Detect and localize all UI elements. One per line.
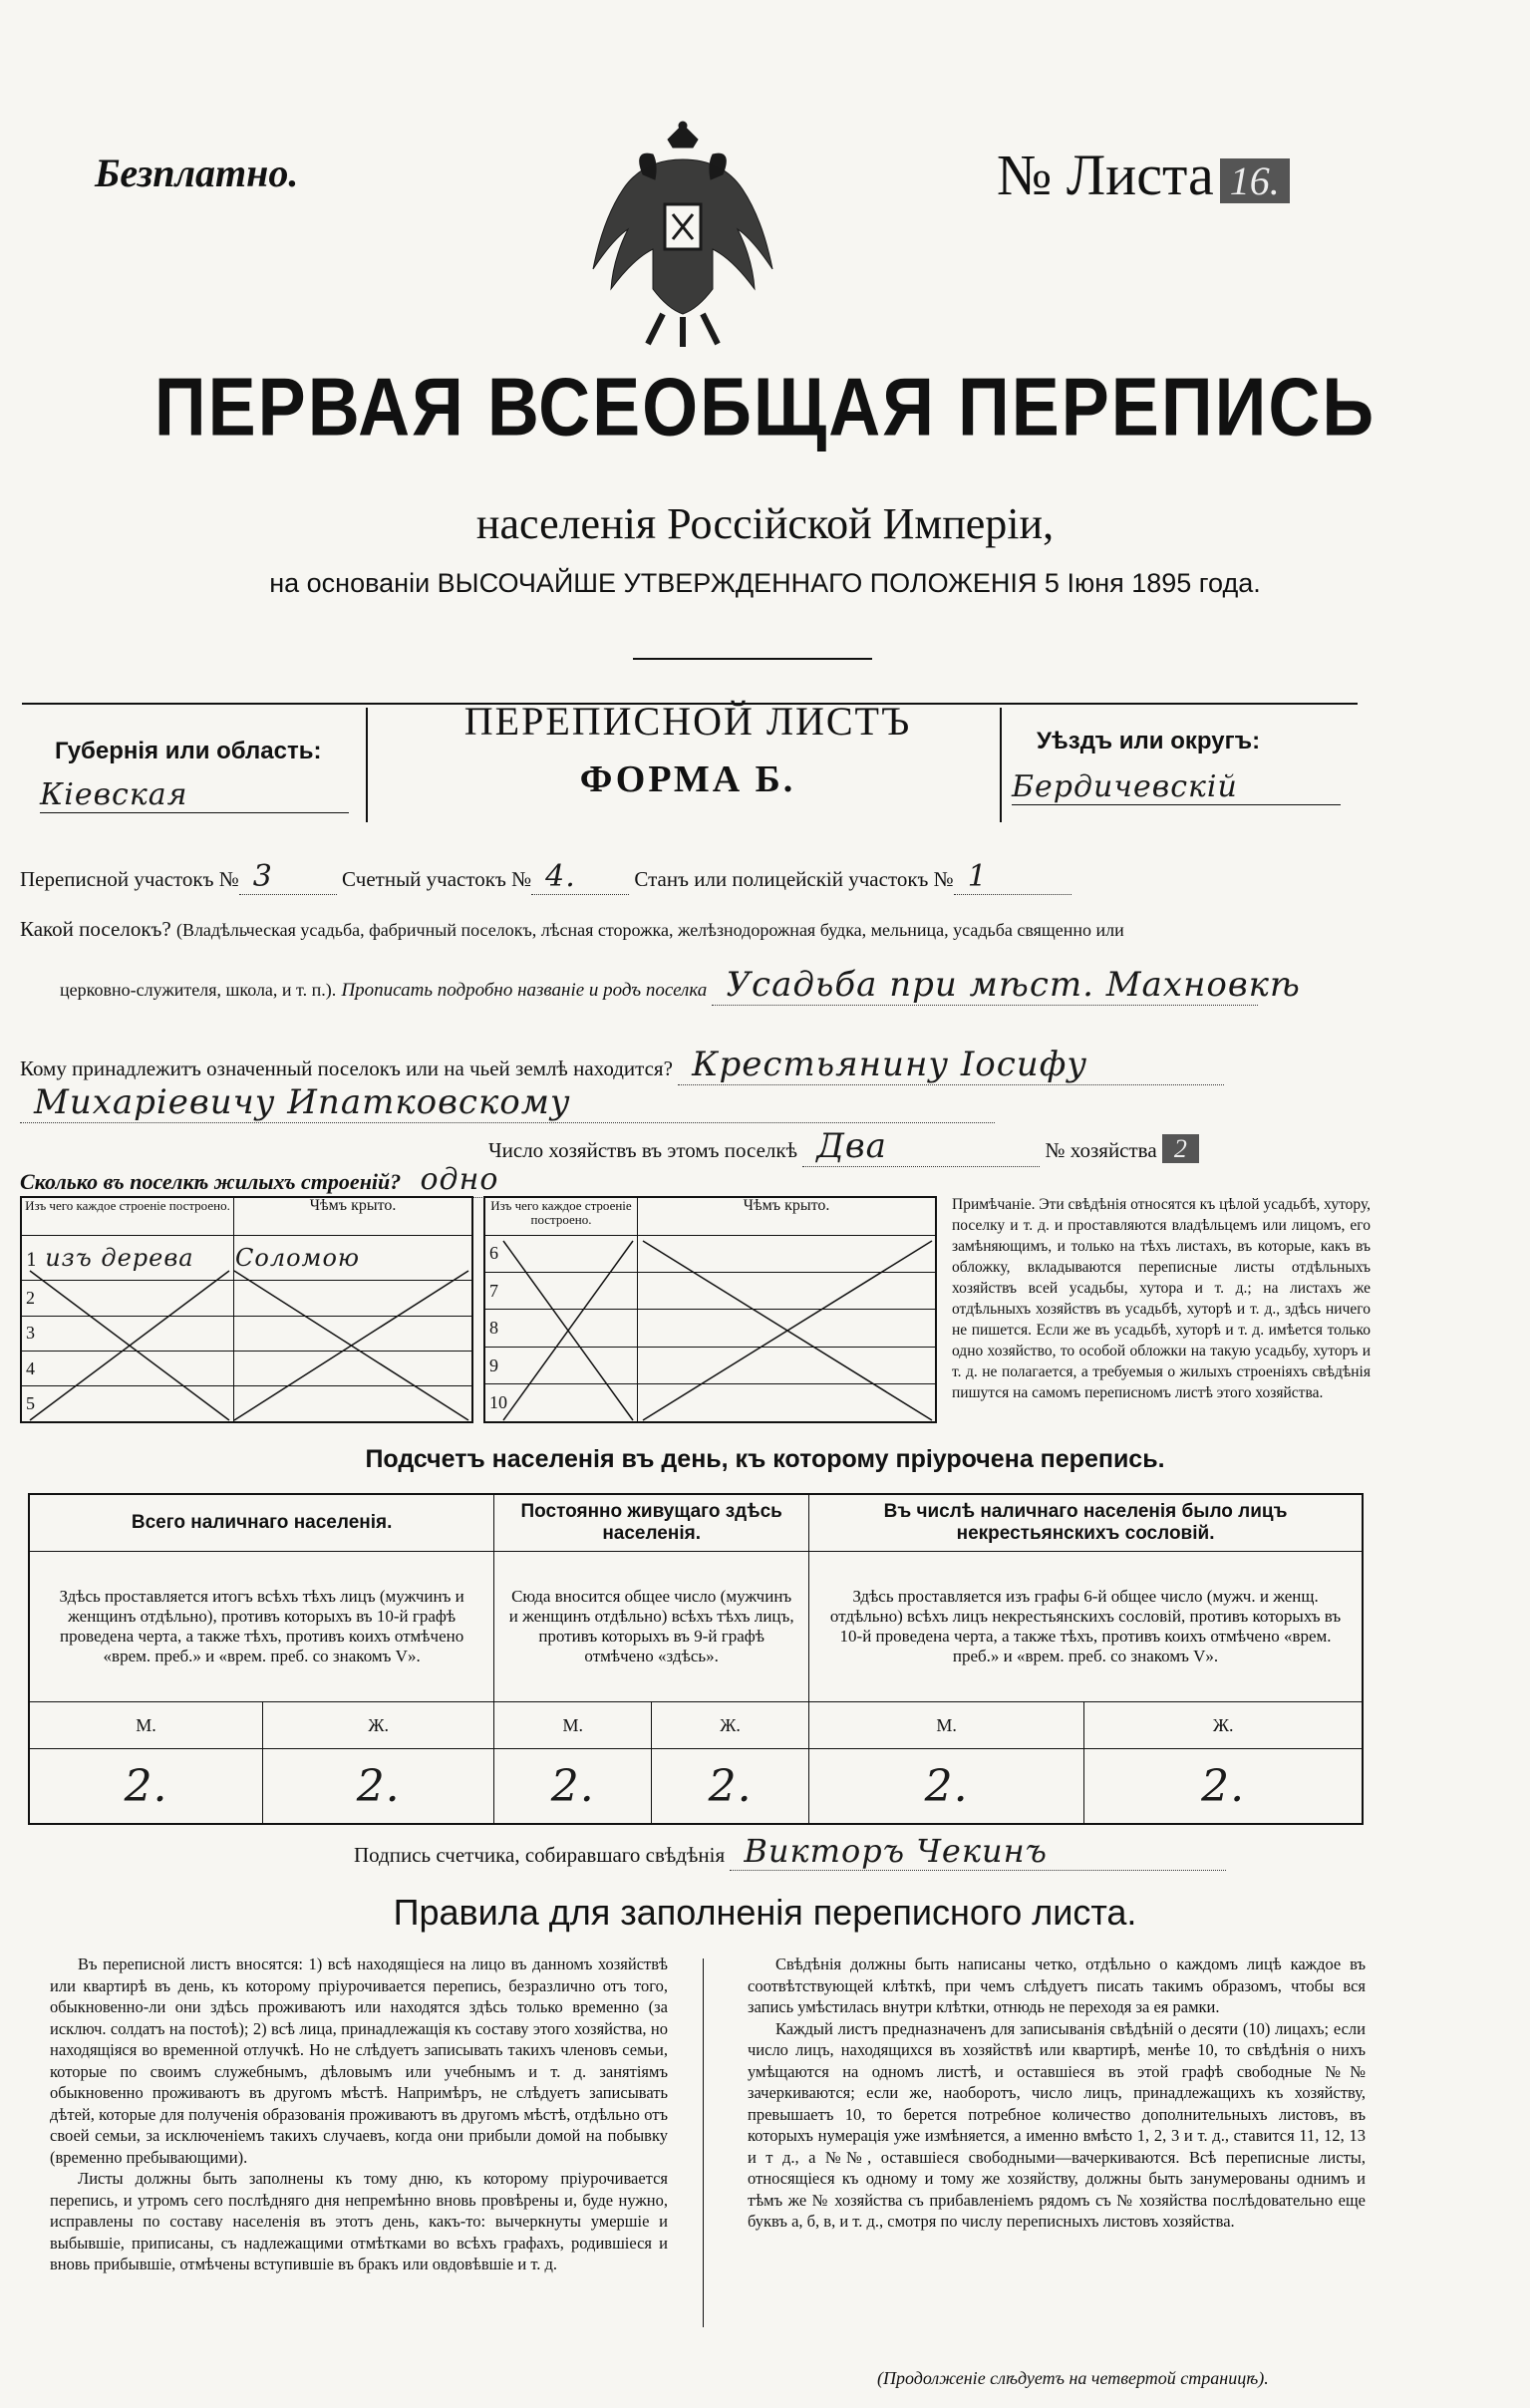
cross-out-right xyxy=(483,1236,937,1423)
female-label: Ж. xyxy=(263,1702,494,1749)
legal-basis: на основаніи ВЫСОЧАЙШЕ УТВЕРЖДЕННАГО ПОЛОЖЕНІЯ 5 Іюня 1895 года. xyxy=(269,568,1261,598)
table-row[interactable]: 10 xyxy=(484,1384,638,1422)
buildings-field[interactable]: одно xyxy=(407,1162,574,1198)
settlement-line xyxy=(20,917,1124,942)
female-label: Ж. xyxy=(1084,1702,1363,1749)
rules-paragraph: Каждый листъ предназначенъ для записыванія свѣдѣній о десяти (10) лицахъ; если число лицъ, находящихся въ хозяйствѣ или квартирѣ, менѣе 10, то свѣдѣнія о нихъ умѣщаются на одномъ листѣ, и оставшіеся въ этой графѣ свободные №№ зачеркиваются; если же, наоборотъ, число лицъ, принадлежащихъ къ хозяйству, превышаетъ 10, то берется потребное количество дополнительныхъ листовъ, въ которыхъ нумерація уже измѣняется, а именно вмѣсто 1, 2, 3 и т. д., ставится 11, 12, 13 и т д., а №№, оставшіеся свободными—вачеркиваются. Всѣ переписные листы, относящіеся къ одному и тому же хозяйству, должны быть занумерованы однимъ и тѣмъ же № хозяйства съ прибавленіемъ рядомъ съ № хозяйства послѣдовательно еще буквъ а, б, в, и т. д., смотря по числу переписныхъ листовъ хозяйства. xyxy=(748,2018,1366,2231)
table-row[interactable]: 9 xyxy=(484,1347,638,1383)
male-label: М. xyxy=(494,1702,652,1749)
male-label: М. xyxy=(809,1702,1084,1749)
cross-out-left xyxy=(20,1266,473,1423)
total-population-header: Всего наличнаго населенія. xyxy=(29,1494,494,1552)
non-peasant-header: Въ числѣ наличнаго населенія было лицъ некрестьянскихъ сословій. xyxy=(809,1494,1363,1552)
male-label: М. xyxy=(29,1702,263,1749)
sheet-number xyxy=(997,142,1290,208)
sheet-number-label: № Листа xyxy=(997,143,1214,207)
rules-left-column xyxy=(50,1954,668,2275)
gubernia-label: Губернія или область: xyxy=(55,738,322,764)
settlement-hint: (Владѣльческая усадьба, фабричный поселокъ, лѣсная сторожка, желѣзнодорожная будка, мельница, усадьба священно или xyxy=(175,920,1124,940)
signature-line xyxy=(354,1832,1226,1871)
double-headed-eagle-icon xyxy=(583,120,782,349)
households-line xyxy=(488,1126,1199,1167)
divider xyxy=(633,658,872,660)
household-no-field[interactable]: 2 xyxy=(1162,1134,1199,1163)
total-population-desc: Здѣсь проставляется итогъ всѣхъ тѣхъ лицъ (мужчинъ и женщинъ отдѣльно), противъ которыхъ въ 10-й графѣ проведена черта, а также тѣхъ, противъ коихъ отмѣчено «врем. преб.» и «врем. преб. со знакомъ V». xyxy=(29,1552,494,1702)
count-field[interactable]: 4. xyxy=(531,859,629,895)
uezd-label: Уѣздъ или округъ: xyxy=(1037,728,1261,754)
table-row[interactable]: 6 xyxy=(484,1235,638,1272)
form-title: ПЕРЕПИСНОЙ ЛИСТЪ xyxy=(463,699,912,744)
rules-paragraph: Листы должны быть заполнены къ тому дню, къ которому пріурочивается перепись, и утромъ сего послѣдняго дня непремѣнно вновь провѣрены и, буде нужно, исправлены по составу населенія въ этотъ день, какъ-то: вычеркнуты умершіе и выбывшіе, приписаны, съ надлежащими отмѣтками во всѣхъ графахъ, родившіеся и вновь прибывшіе, отмѣчены вступившіе въ бракъ или овдовѣвшіе и т. д. xyxy=(50,2169,668,2273)
material-header: Изъ чего каждое строеніе построено. xyxy=(484,1197,638,1235)
permanent-male-field[interactable]: 2. xyxy=(494,1749,652,1825)
total-male-field[interactable]: 2. xyxy=(29,1749,263,1825)
district-label: Переписной участокъ № xyxy=(20,867,239,891)
stan-label: Станъ или полицейскій участокъ № xyxy=(634,867,954,891)
note-text: Примѣчаніе. Эти свѣдѣнія относятся къ цѣлой усадьбѣ, хутору, поселку и т. д. и проставляются владѣльцемъ или лицомъ, его замѣняющимъ, и только на тѣхъ листахъ, въ которые, какъ въ обложку, вкладываются переписные листы отдѣльныхъ хозяйствъ всей усадьбы, хутора и т. д.; на листахъ же отдѣльныхъ хозяйствъ въ усадьбѣ, хуторѣ и т. д., здѣсь ничего не пишется. Если же въ усадьбѣ, хуторѣ и т. д. имѣется только одно хозяйство, то особой обложки на такую усадьбу, хуторъ и т. д. не полагается, а требуемыя о жилыхъ строеніяхъ свѣдѣнія пишутся на самомъ переписномъ листѣ этого хозяйства. xyxy=(952,1196,1372,1401)
free-label: Безплатно. xyxy=(95,150,299,195)
non-peasant-female-field[interactable]: 2. xyxy=(1084,1749,1363,1825)
table-row[interactable]: 7 xyxy=(484,1272,638,1309)
page-title: ПЕРВАЯ ВСЕОБЩАЯ ПЕРЕПИСЬ xyxy=(153,362,1377,453)
signature-field[interactable]: Викторъ Чекинъ xyxy=(730,1832,1226,1871)
signature-label: Подпись счетчика, собиравшаго свѣдѣнія xyxy=(354,1843,726,1867)
households-label: Число хозяйствъ въ этомъ поселкѣ xyxy=(488,1138,797,1162)
rules-paragraph: Свѣдѣнія должны быть написаны четко, отдѣльно о каждомъ лицѣ каждое въ соотвѣтствующей клѣткѣ, при чемъ слѣдуетъ писать такимъ образомъ, чтобы вся запись умѣстилась внутри клѣтки, отнюдь не переходя за ея рамки. xyxy=(748,1955,1366,2016)
page-subtitle: населенія Россійской Имперіи, xyxy=(475,499,1055,548)
owner-line-2 xyxy=(20,1082,995,1123)
permanent-population-desc: Сюда вносится общее число (мужчинъ и женщинъ отдѣльно) всѣхъ тѣхъ лицъ, противъ которыхъ въ 9-й графѣ отмѣчено «здѣсь». xyxy=(494,1552,809,1702)
settlement-note: Прописать подробно названіе и родъ поселка xyxy=(341,980,708,1001)
non-peasant-male-field[interactable]: 2. xyxy=(809,1749,1084,1825)
settlement-hint-2: церковно-служителя, школа, и т. п.). xyxy=(60,980,337,1000)
roof-header: Чѣмъ крыто. xyxy=(234,1197,473,1235)
rules-title: Правила для заполненія переписного листа. xyxy=(393,1892,1137,1933)
permanent-female-field[interactable]: 2. xyxy=(652,1749,809,1825)
owner-label: Кому принадлежитъ означенный поселокъ или на чьей землѣ находится? xyxy=(20,1056,673,1080)
households-field[interactable]: Два xyxy=(802,1126,1040,1167)
table-row[interactable]: 3 xyxy=(21,1316,234,1351)
non-peasant-desc: Здѣсь проставляется изъ графы 6-й общее число (мужч. и женщ. отдѣльно) всѣхъ лицъ некрестьянскихъ сословій, противъ которыхъ въ 10-й проведена черта, а также тѣхъ, противъ коихъ отмѣчено «врем. преб.» и «врем. преб. со знакомъ V». xyxy=(809,1552,1363,1702)
material-header: Изъ чего каждое строеніе построено. xyxy=(21,1197,234,1235)
continued-note: (Продолженіе слѣдуетъ на четвертой страницѣ). xyxy=(877,2368,1269,2388)
stan-field[interactable]: 1 xyxy=(954,859,1071,895)
owner-field-1[interactable]: Крестьянину Іосифу xyxy=(678,1045,1224,1085)
permanent-population-header: Постоянно живущаго здѣсь населенія. xyxy=(494,1494,809,1552)
population-table xyxy=(28,1493,1364,1825)
form-subtitle: ФОРМА Б. xyxy=(579,758,796,800)
owner-field-2[interactable]: Михаріевичу Ипатковскому xyxy=(20,1082,995,1123)
household-no-label: № хозяйства xyxy=(1045,1138,1157,1162)
roof-header: Чѣмъ крыто. xyxy=(638,1197,937,1235)
table-cell[interactable]: Соломою xyxy=(234,1235,473,1281)
total-female-field[interactable]: 2. xyxy=(263,1749,494,1825)
table-row[interactable]: 8 xyxy=(484,1310,638,1347)
district-field[interactable]: 3 xyxy=(239,859,337,895)
table-row[interactable]: 2 xyxy=(21,1281,234,1316)
settlement-field[interactable]: Усадьба при мѣст. Махновкѣ xyxy=(712,965,1258,1006)
buildings-line xyxy=(20,1162,574,1198)
uezd-field[interactable]: Бердичевскій xyxy=(1012,769,1341,805)
buildings-label: Сколько въ поселкѣ жилыхъ строеній? xyxy=(20,1169,402,1194)
table-row[interactable]: 1 изъ дерева xyxy=(21,1235,234,1281)
rules-paragraph: Въ переписной листъ вносятся: 1) всѣ находящіеся на лицо въ данномъ хозяйствѣ или квартирѣ въ день, къ которому пріурочивается перепись, безразлично отъ того, обыкновенно-ли они здѣсь проживаютъ или находятся здѣсь только временно (за исключ. солдатъ на постоѣ); 2) всѣ лица, принадлежащія къ составу этого хозяйства, но находящіяся во временной отлучкѣ. Но не слѣдуетъ записывать такихъ членовъ семьи, которые по своимъ служебнымъ, дѣловымъ или учебнымъ и т. д. занятіямъ обыкновенно проживаютъ въ другомъ мѣстѣ. Напримѣръ, не слѣдуетъ записывать дѣтей, которые для полученія образованія проживаютъ въ другомъ мѣстѣ, отдѣльно отъ своей семьи, за исключеніемъ такихъ случаевъ, когда они прибыли домой на побывку (временно пребывающими). xyxy=(50,1955,668,2167)
population-title: Подсчетъ населенія въ день, къ которому пріурочена перепись. xyxy=(365,1445,1165,1473)
owner-line xyxy=(20,1045,1224,1085)
sheet-number-value: 16. xyxy=(1220,158,1290,203)
table-row[interactable]: 5 xyxy=(21,1386,234,1422)
count-label: Счетный участокъ № xyxy=(342,867,532,891)
rules-right-column xyxy=(748,1954,1366,2233)
table-row[interactable]: 4 xyxy=(21,1351,234,1385)
female-label: Ж. xyxy=(652,1702,809,1749)
column-divider xyxy=(703,1958,704,2327)
gubernia-field[interactable]: Кіевская xyxy=(40,777,349,813)
settlement-label: Какой поселокъ? xyxy=(20,917,171,941)
settlement-line-2 xyxy=(60,965,1301,1006)
district-line xyxy=(20,859,1071,895)
